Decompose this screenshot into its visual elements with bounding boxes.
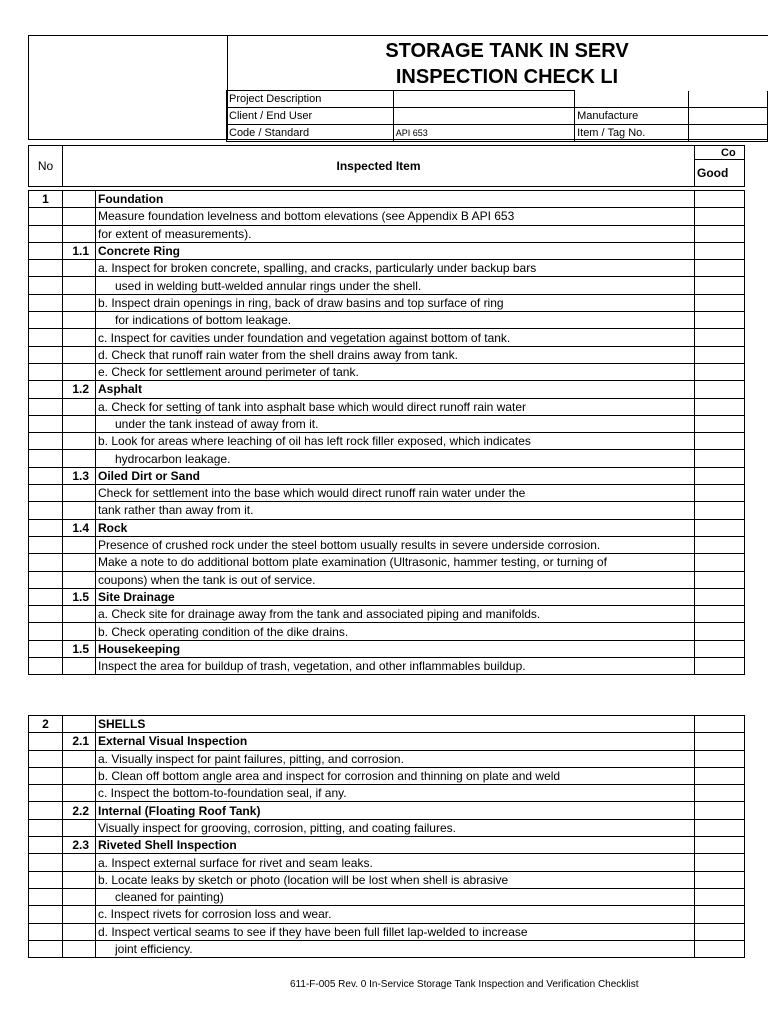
- info-row: [227, 125, 768, 142]
- row-subnumber: [63, 888, 96, 905]
- row-subnumber: 1.1: [63, 242, 96, 259]
- row-subnumber: [63, 502, 96, 519]
- inspected-item-text: tank rather than away from it.: [96, 502, 695, 519]
- condition-good-cell[interactable]: [695, 519, 745, 536]
- info-label2: Manufacture: [575, 108, 689, 125]
- condition-good-cell[interactable]: [695, 450, 745, 467]
- table-row: [29, 433, 745, 450]
- row-number: [29, 398, 63, 415]
- row-number: [29, 329, 63, 346]
- condition-good-cell[interactable]: [695, 871, 745, 888]
- table-row: [29, 381, 745, 398]
- info-value[interactable]: API 653: [393, 125, 574, 142]
- row-number: [29, 346, 63, 363]
- inspected-item-text: a. Check site for drainage away from the tank and associated piping and manifolds.: [96, 606, 695, 623]
- checklist-header: [28, 145, 745, 187]
- row-subnumber: [63, 329, 96, 346]
- inspected-item-text: Internal (Floating Roof Tank): [96, 802, 695, 819]
- row-subnumber: [63, 906, 96, 923]
- condition-good-cell[interactable]: [695, 802, 745, 819]
- table-row: [29, 923, 745, 940]
- inspected-item-text: Site Drainage: [96, 588, 695, 605]
- row-number: [29, 312, 63, 329]
- table-row: [29, 733, 745, 750]
- table-row: [29, 785, 745, 802]
- inspected-item-text: a. Visually inspect for paint failures, pitting, and corrosion.: [96, 750, 695, 767]
- row-subnumber: [63, 363, 96, 380]
- table-row: [29, 536, 745, 553]
- table-row: [29, 906, 745, 923]
- table-row: [29, 277, 745, 294]
- condition-good-cell[interactable]: [695, 733, 745, 750]
- row-subnumber: [63, 433, 96, 450]
- row-number: [29, 588, 63, 605]
- row-number: [29, 433, 63, 450]
- table-row: [29, 519, 745, 536]
- condition-good-cell[interactable]: [695, 888, 745, 905]
- table-row: [29, 571, 745, 588]
- header-inspected-item: Inspected Item: [63, 146, 695, 187]
- condition-good-cell[interactable]: [695, 415, 745, 432]
- condition-good-cell[interactable]: [695, 294, 745, 311]
- row-subnumber: [63, 871, 96, 888]
- inspected-item-text: b. Clean off bottom angle area and inspect for corrosion and thinning on plate and weld: [96, 767, 695, 784]
- table-row: [29, 398, 745, 415]
- condition-good-cell[interactable]: [695, 242, 745, 259]
- inspected-item-text: b. Inspect drain openings in ring, back of draw basins and top surface of ring: [96, 294, 695, 311]
- info-label2: [575, 91, 689, 108]
- inspected-item-text: used in welding butt-welded annular rings under the shell.: [96, 277, 695, 294]
- table-row: [29, 554, 745, 571]
- form-title-line1: STORAGE TANK IN SERV: [385, 40, 629, 62]
- condition-good-cell[interactable]: [695, 640, 745, 657]
- table-row: [29, 716, 745, 733]
- inspected-item-text: Concrete Ring: [96, 242, 695, 259]
- table-row: [29, 502, 745, 519]
- condition-good-cell[interactable]: [695, 716, 745, 733]
- inspected-item-text: b. Look for areas where leaching of oil has left rock filler exposed, which indicates: [96, 433, 695, 450]
- condition-good-cell[interactable]: [695, 398, 745, 415]
- table-row: [29, 658, 745, 675]
- row-number: [29, 554, 63, 571]
- table-row: [29, 767, 745, 784]
- condition-good-cell[interactable]: [695, 346, 745, 363]
- inspected-item-text: c. Inspect the bottom-to-foundation seal, if any.: [96, 785, 695, 802]
- row-subnumber: [63, 277, 96, 294]
- condition-good-cell[interactable]: [695, 906, 745, 923]
- table-row: [29, 606, 745, 623]
- inspected-item-text: Make a note to do additional bottom plate examination (Ultrasonic, hammer testing, or turning of: [96, 554, 695, 571]
- inspected-item-text: Riveted Shell Inspection: [96, 837, 695, 854]
- row-number: [29, 381, 63, 398]
- row-subnumber: [63, 819, 96, 836]
- inspected-item-text: a. Inspect for broken concrete, spalling, and cracks, particularly under backup bars: [96, 260, 695, 277]
- info-label: Project Description: [227, 91, 394, 108]
- table-row: [29, 329, 745, 346]
- condition-good-cell[interactable]: [695, 312, 745, 329]
- condition-good-cell[interactable]: [695, 854, 745, 871]
- condition-good-cell[interactable]: [695, 329, 745, 346]
- inspected-item-text: under the tank instead of away from it.: [96, 415, 695, 432]
- row-number: [29, 923, 63, 940]
- table-row: [29, 640, 745, 657]
- row-number: [29, 837, 63, 854]
- table-row: [29, 294, 745, 311]
- condition-good-cell[interactable]: [695, 467, 745, 484]
- row-subnumber: [63, 260, 96, 277]
- row-subnumber: [63, 554, 96, 571]
- inspected-item-text: Visually inspect for grooving, corrosion, pitting, and coating failures.: [96, 819, 695, 836]
- header-condition: Co: [695, 146, 745, 160]
- row-number: [29, 767, 63, 784]
- inspected-item-text: Presence of crushed rock under the steel bottom usually results in severe underside corrosion.: [96, 536, 695, 553]
- condition-good-cell[interactable]: [695, 363, 745, 380]
- info-value2[interactable]: [689, 108, 768, 125]
- row-subnumber: 1.2: [63, 381, 96, 398]
- table-row: [29, 623, 745, 640]
- checklist-section-shells: [28, 715, 745, 958]
- row-number: [29, 785, 63, 802]
- info-label2: Item / Tag No.: [575, 125, 689, 142]
- row-number: 1: [29, 191, 63, 208]
- inspected-item-text: d. Check that runoff rain water from the shell drains away from tank.: [96, 346, 695, 363]
- condition-good-cell[interactable]: [695, 767, 745, 784]
- row-subnumber: [63, 536, 96, 553]
- row-subnumber: 1.5: [63, 588, 96, 605]
- row-subnumber: [63, 294, 96, 311]
- inspected-item-text: joint efficiency.: [96, 940, 695, 957]
- row-subnumber: [63, 785, 96, 802]
- table-row: [29, 940, 745, 957]
- row-number: [29, 623, 63, 640]
- row-subnumber: [63, 485, 96, 502]
- row-number: [29, 467, 63, 484]
- condition-good-cell[interactable]: [695, 819, 745, 836]
- table-row: [29, 802, 745, 819]
- row-number: [29, 450, 63, 467]
- table-row: [29, 225, 745, 242]
- table-row: [29, 467, 745, 484]
- row-number: [29, 260, 63, 277]
- inspected-item-text: hydrocarbon leakage.: [96, 450, 695, 467]
- row-subnumber: [63, 346, 96, 363]
- table-row: [29, 485, 745, 502]
- condition-good-cell[interactable]: [695, 502, 745, 519]
- table-row: [29, 415, 745, 432]
- inspected-item-text: c. Inspect for cavities under foundation and vegetation against bottom of tank.: [96, 329, 695, 346]
- row-subnumber: [63, 940, 96, 957]
- inspected-item-text: a. Check for setting of tank into asphalt base which would direct runoff rain water: [96, 398, 695, 415]
- row-subnumber: [63, 658, 96, 675]
- row-number: [29, 906, 63, 923]
- row-subnumber: [63, 191, 96, 208]
- row-subnumber: 1.4: [63, 519, 96, 536]
- row-number: [29, 571, 63, 588]
- condition-good-cell[interactable]: [695, 606, 745, 623]
- table-row: [29, 819, 745, 836]
- inspected-item-text: for extent of measurements).: [96, 225, 695, 242]
- inspected-item-text: coupons) when the tank is out of service.: [96, 571, 695, 588]
- row-subnumber: [63, 415, 96, 432]
- condition-good-cell[interactable]: [695, 785, 745, 802]
- inspected-item-text: Measure foundation levelness and bottom elevations (see Appendix B API 653: [96, 208, 695, 225]
- table-row: [29, 260, 745, 277]
- row-subnumber: [63, 854, 96, 871]
- row-number: [29, 415, 63, 432]
- row-number: [29, 854, 63, 871]
- table-row: [29, 191, 745, 208]
- inspected-item-text: SHELLS: [96, 716, 695, 733]
- table-row: [29, 208, 745, 225]
- row-number: [29, 802, 63, 819]
- row-number: [29, 242, 63, 259]
- info-value[interactable]: [393, 91, 574, 108]
- table-row: [29, 363, 745, 380]
- row-number: [29, 485, 63, 502]
- row-subnumber: 1.3: [63, 467, 96, 484]
- condition-good-cell[interactable]: [695, 208, 745, 225]
- inspected-item-text: Rock: [96, 519, 695, 536]
- project-info-table: [226, 90, 768, 142]
- row-number: 2: [29, 716, 63, 733]
- info-value2[interactable]: [689, 91, 768, 108]
- inspected-item-text: Asphalt: [96, 381, 695, 398]
- info-value[interactable]: [393, 108, 574, 125]
- row-subnumber: [63, 571, 96, 588]
- inspected-item-text: Foundation: [96, 191, 695, 208]
- inspected-item-text: for indications of bottom leakage.: [96, 312, 695, 329]
- row-number: [29, 750, 63, 767]
- row-subnumber: [63, 312, 96, 329]
- condition-good-cell[interactable]: [695, 260, 745, 277]
- inspected-item-text: Inspect the area for buildup of trash, vegetation, and other inflammables buildup.: [96, 658, 695, 675]
- info-label: Client / End User: [227, 108, 394, 125]
- form-title-line2: INSPECTION CHECK LI: [395, 66, 619, 88]
- row-number: [29, 277, 63, 294]
- inspected-item-text: a. Inspect external surface for rivet and seam leaks.: [96, 854, 695, 871]
- header-no: No: [29, 146, 63, 187]
- table-row: [29, 854, 745, 871]
- table-row: [29, 871, 745, 888]
- condition-good-cell[interactable]: [695, 837, 745, 854]
- inspected-item-text: cleaned for painting): [96, 888, 695, 905]
- condition-good-cell[interactable]: [695, 277, 745, 294]
- inspected-item-text: b. Locate leaks by sketch or photo (location will be lost when shell is abrasive: [96, 871, 695, 888]
- inspected-item-text: d. Inspect vertical seams to see if they have been full fillet lap-welded to increase: [96, 923, 695, 940]
- condition-good-cell[interactable]: [695, 433, 745, 450]
- table-row: [29, 837, 745, 854]
- row-number: [29, 940, 63, 957]
- row-subnumber: 1.5: [63, 640, 96, 657]
- row-subnumber: [63, 398, 96, 415]
- row-number: [29, 733, 63, 750]
- table-row: [29, 450, 745, 467]
- table-row: [29, 312, 745, 329]
- row-number: [29, 225, 63, 242]
- condition-good-cell[interactable]: [695, 381, 745, 398]
- inspected-item-text: e. Check for settlement around perimeter of tank.: [96, 363, 695, 380]
- header-good: Good: [695, 160, 745, 187]
- inspected-item-text: Oiled Dirt or Sand: [96, 467, 695, 484]
- row-number: [29, 888, 63, 905]
- condition-good-cell[interactable]: [695, 554, 745, 571]
- row-subnumber: 2.1: [63, 733, 96, 750]
- condition-good-cell[interactable]: [695, 750, 745, 767]
- row-subnumber: 2.2: [63, 802, 96, 819]
- inspected-item-text: b. Check operating condition of the dike drains.: [96, 623, 695, 640]
- row-subnumber: [63, 923, 96, 940]
- row-subnumber: [63, 208, 96, 225]
- row-number: [29, 294, 63, 311]
- row-subnumber: 2.3: [63, 837, 96, 854]
- row-subnumber: [63, 623, 96, 640]
- condition-good-cell[interactable]: [695, 191, 745, 208]
- condition-good-cell[interactable]: [695, 571, 745, 588]
- table-row: [29, 750, 745, 767]
- row-subnumber: [63, 767, 96, 784]
- row-number: [29, 363, 63, 380]
- row-subnumber: [63, 450, 96, 467]
- row-number: [29, 871, 63, 888]
- condition-good-cell[interactable]: [695, 485, 745, 502]
- condition-good-cell[interactable]: [695, 940, 745, 957]
- condition-good-cell[interactable]: [695, 225, 745, 242]
- info-value2[interactable]: [689, 125, 768, 142]
- row-subnumber: [63, 750, 96, 767]
- table-row: [29, 888, 745, 905]
- row-number: [29, 519, 63, 536]
- inspected-item-text: Check for settlement into the base which would direct runoff rain water under the: [96, 485, 695, 502]
- row-number: [29, 658, 63, 675]
- row-number: [29, 208, 63, 225]
- condition-good-cell[interactable]: [695, 536, 745, 553]
- inspected-item-text: c. Inspect rivets for corrosion loss and wear.: [96, 906, 695, 923]
- inspected-item-text: Housekeeping: [96, 640, 695, 657]
- info-row: [227, 108, 768, 125]
- row-subnumber: [63, 606, 96, 623]
- table-row: [29, 588, 745, 605]
- row-subnumber: [63, 225, 96, 242]
- condition-good-cell[interactable]: [695, 588, 745, 605]
- row-number: [29, 606, 63, 623]
- inspected-item-text: External Visual Inspection: [96, 733, 695, 750]
- row-number: [29, 536, 63, 553]
- row-subnumber: [63, 716, 96, 733]
- logo-box: [29, 36, 228, 140]
- condition-good-cell[interactable]: [695, 923, 745, 940]
- condition-good-cell[interactable]: [695, 658, 745, 675]
- row-number: [29, 819, 63, 836]
- row-number: [29, 640, 63, 657]
- table-row: [29, 346, 745, 363]
- checklist-section-foundation: [28, 190, 745, 675]
- condition-good-cell[interactable]: [695, 623, 745, 640]
- footer-doc-ref: 611-F-005 Rev. 0 In-Service Storage Tank Inspection and Verification Checklist: [290, 979, 639, 990]
- info-label: Code / Standard: [227, 125, 394, 142]
- table-row: [29, 242, 745, 259]
- row-number: [29, 502, 63, 519]
- info-row: [227, 91, 768, 108]
